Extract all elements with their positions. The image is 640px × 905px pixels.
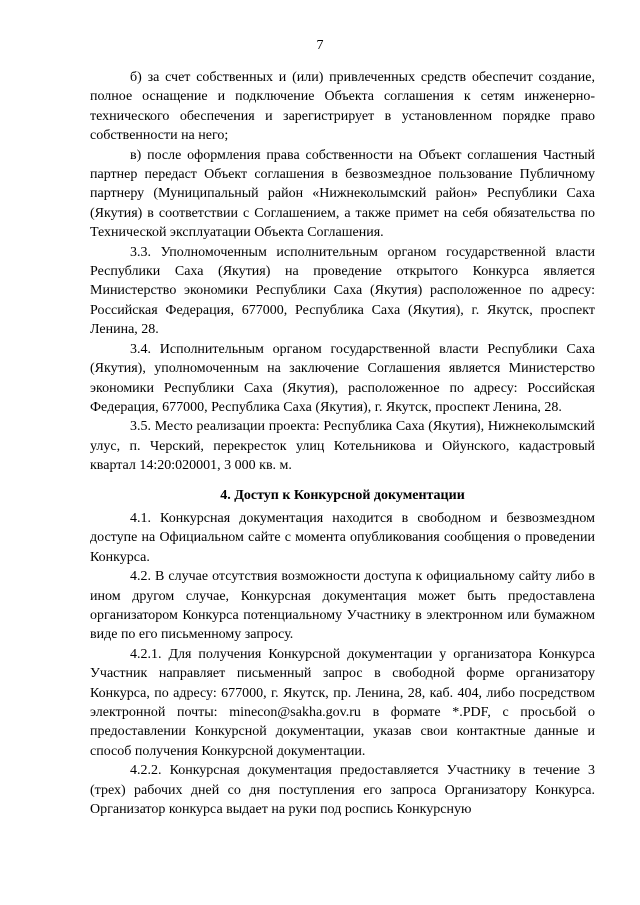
paragraph-3-4: 3.4. Исполнительным органом государственной власти Республики Саха (Якутия), уполномоченным на заключение Соглашения является Министерство экономики Республики Саха (Якутия), расположенное по адресу: Российская Федерация, 677000, Республика Саха (Якутия), г. Якутск, проспект Ленина, 28.: [90, 341, 595, 415]
paragraph-v: в) после оформления права собственности на Объект соглашения Частный партнер передаст Объект соглашения в безвозмездное пользование Публичному партнеру (Муниципальный район «Нижнеколымский район» Республики Саха (Якутия) в соответствии с Соглашением, а также примет на себя обязательства по Технической эксплуатации Объекта Соглашения.: [90, 147, 595, 241]
paragraph-4-1: 4.1. Конкурсная документация находится в свободном и безвозмездном доступе на Официальном сайте с момента опубликования сообщения о проведении Конкурса.: [90, 510, 595, 565]
paragraph-3-5: 3.5. Место реализации проекта: Республика Саха (Якутия), Нижнеколымский улус, п. Черский, перекресток улиц Котельникова и Ойунского, кадастровый квартал 14:20:020001, 3 000 кв. м.: [90, 419, 595, 474]
paragraph-b: б) за счет собственных и (или) привлеченных средств обеспечит создание, полное оснащение и подключение Объекта соглашения к сетям инженерно-технического обеспечения и зарегистрирует в установленном порядке право собственности на него;: [90, 70, 595, 144]
paragraph-4-2: 4.2. В случае отсутствия возможности доступа к официальному сайту либо в ином другом случае, Конкурсная документация может быть предоставлена организатором Конкурса потенциальному Участнику в электронном или бумажном виде по его письменному запросу.: [90, 569, 595, 643]
section-heading: 4. Доступ к Конкурсной документации: [220, 487, 465, 503]
page-number: 7: [316, 38, 324, 53]
document-body: [90, 68, 595, 819]
paragraph-4-2-2: 4.2.2. Конкурсная документация предоставляется Участнику в течение 3 (трех) рабочих дней со дня поступления его запроса Организатору Конкурса. Организатор конкурса выдает на руки под роспись Конкурсную: [90, 763, 595, 818]
paragraph-3-3: 3.3. Уполномоченным исполнительным органом государственной власти Республики Саха (Якутия) на проведение открытого Конкурса является Министерство экономики Республики Саха (Якутия) расположенное по адресу: Российская Федерация, 677000, Республика Саха (Якутия), г. Якутск, проспект Ленина, 28.: [90, 244, 595, 338]
paragraph-4-2-1: 4.2.1. Для получения Конкурсной документации у организатора Конкурса Участник направляет письменный запрос в свободной форме организатору Конкурса, по адресу: 677000, г. Якутск, пр. Ленина, 28, каб. 404, либо посредством электронной почты: minecon@sakha.gov.ru в формате *.PDF, с просьбой о предоставлении Конкурсной документации, указав свои контактные данные и способ получения Конкурсной документации.: [90, 646, 595, 759]
